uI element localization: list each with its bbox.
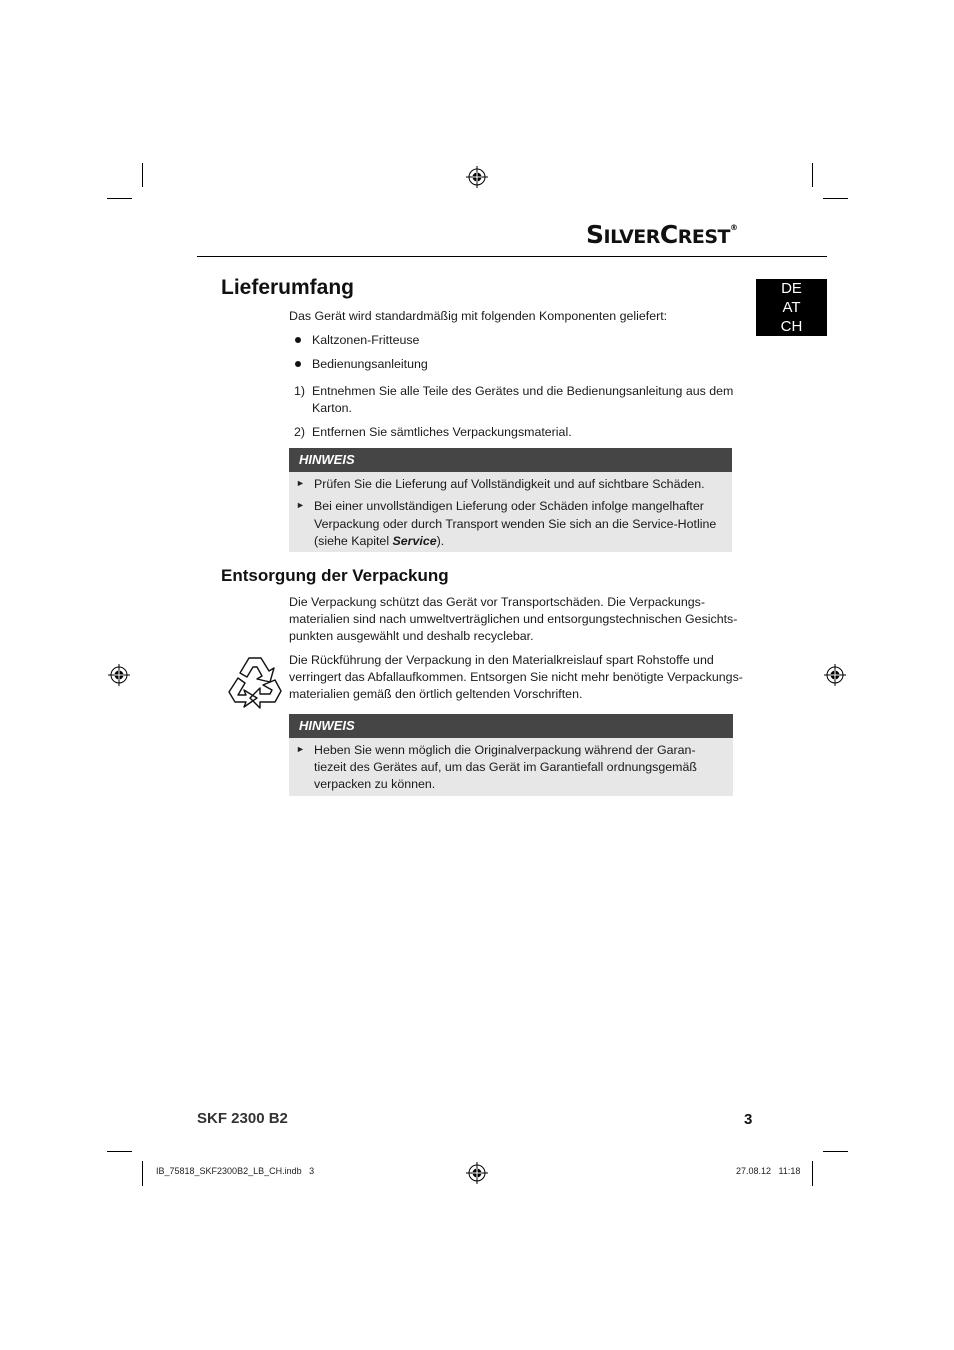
recycle-icon: [226, 654, 284, 710]
registration-mark-icon: [824, 664, 846, 686]
step-text: Karton.: [312, 401, 352, 415]
print-slug-file: IB_75818_SKF2300B2_LB_CH.indb 3: [156, 1166, 315, 1176]
note-text-part: (siehe Kapitel: [314, 534, 393, 548]
brand-initial-s: S: [586, 220, 604, 249]
crop-mark: [823, 1151, 848, 1152]
paragraph-line: materialien sind nach umweltverträglichen und entsorgungstechnischen Gesichts-: [289, 612, 738, 626]
step-text: Entfernen Sie sämtliches Verpackungsmaterial.: [312, 425, 572, 439]
paragraph-line: Die Rückführung der Verpackung in den Materialkreislauf spart Rohstoffe und: [289, 653, 714, 667]
note-text: verpacken zu können.: [314, 777, 436, 791]
crop-mark: [107, 198, 132, 199]
brand-initial-c: C: [659, 220, 678, 249]
note-heading: HINWEIS: [289, 714, 733, 738]
step-text: Entnehmen Sie alle Teile des Gerätes und die Bedienungsanleitung aus dem: [312, 384, 734, 398]
language-tab: [756, 279, 827, 336]
brand-logo: [586, 220, 738, 249]
crop-mark: [823, 198, 848, 199]
registration-mark-icon: [108, 664, 130, 686]
note-text: Heben Sie wenn möglich die Originalverpackung während der Garan-: [314, 743, 696, 757]
paragraph-line: Die Verpackung schützt das Gerät vor Transportschäden. Die Verpackungs-: [289, 595, 705, 609]
paragraph-line: punkten ausgewählt und deshalb recyclebar.: [289, 629, 534, 643]
page-number: 3: [744, 1111, 753, 1128]
note-text: [314, 533, 444, 550]
brand-name-part2: REST: [677, 226, 731, 248]
section-title: Lieferumfang: [221, 276, 355, 299]
intro-text: Das Gerät wird standardmäßig mit folgenden Komponenten geliefert:: [289, 309, 668, 323]
crop-mark: [812, 1161, 813, 1186]
crop-mark: [812, 163, 813, 187]
step-number: 1): [294, 384, 306, 398]
model-number: SKF 2300 B2: [197, 1110, 288, 1127]
section-title: Entsorgung der Verpackung: [221, 566, 449, 585]
note-text: tiezeit des Gerätes auf, um das Gerät im Garantiefall ordnungsgemäß: [314, 760, 697, 774]
language-code: DE: [781, 280, 802, 297]
arrow-bullet-icon: ►: [296, 478, 305, 488]
note-text-part: ).: [436, 534, 445, 548]
paragraph-line: materialien gemäß den örtlich geltenden Vorschriften.: [289, 687, 583, 701]
crop-mark: [142, 1161, 143, 1186]
paragraph-line: verringert das Abfallaufkommen. Entsorgen Sie nicht mehr benötigte Verpackungs-: [289, 670, 743, 684]
note-heading: HINWEIS: [289, 448, 732, 472]
print-slug-date: 27.08.12 11:18: [736, 1166, 801, 1176]
step-number: 2): [294, 425, 306, 439]
registered-mark: ®: [730, 223, 738, 232]
arrow-bullet-icon: ►: [296, 744, 305, 754]
language-code: AT: [782, 299, 801, 316]
note-text: Prüfen Sie die Lieferung auf Vollständigkeit und auf sichtbare Schäden.: [314, 477, 705, 491]
header-rule: [197, 256, 827, 257]
crop-mark: [142, 163, 143, 187]
note-text: Bei einer unvollständigen Lieferung oder Schäden infolge mangelhafter: [314, 499, 704, 513]
bullet-icon: [295, 337, 301, 343]
brand-name-part1: ILVER: [603, 226, 660, 248]
bullet-icon: [295, 361, 301, 367]
registration-mark-icon: [466, 166, 488, 188]
list-item: Kaltzonen-Fritteuse: [312, 333, 420, 347]
registration-mark-icon: [466, 1162, 488, 1184]
note-text: Verpackung oder durch Transport wenden Sie sich an die Service-Hotline: [314, 517, 717, 531]
service-chapter-ref: Service: [392, 534, 437, 548]
crop-mark: [107, 1151, 132, 1152]
list-item: Bedienungsanleitung: [312, 357, 428, 371]
arrow-bullet-icon: ►: [296, 500, 305, 510]
language-code: CH: [780, 318, 803, 335]
